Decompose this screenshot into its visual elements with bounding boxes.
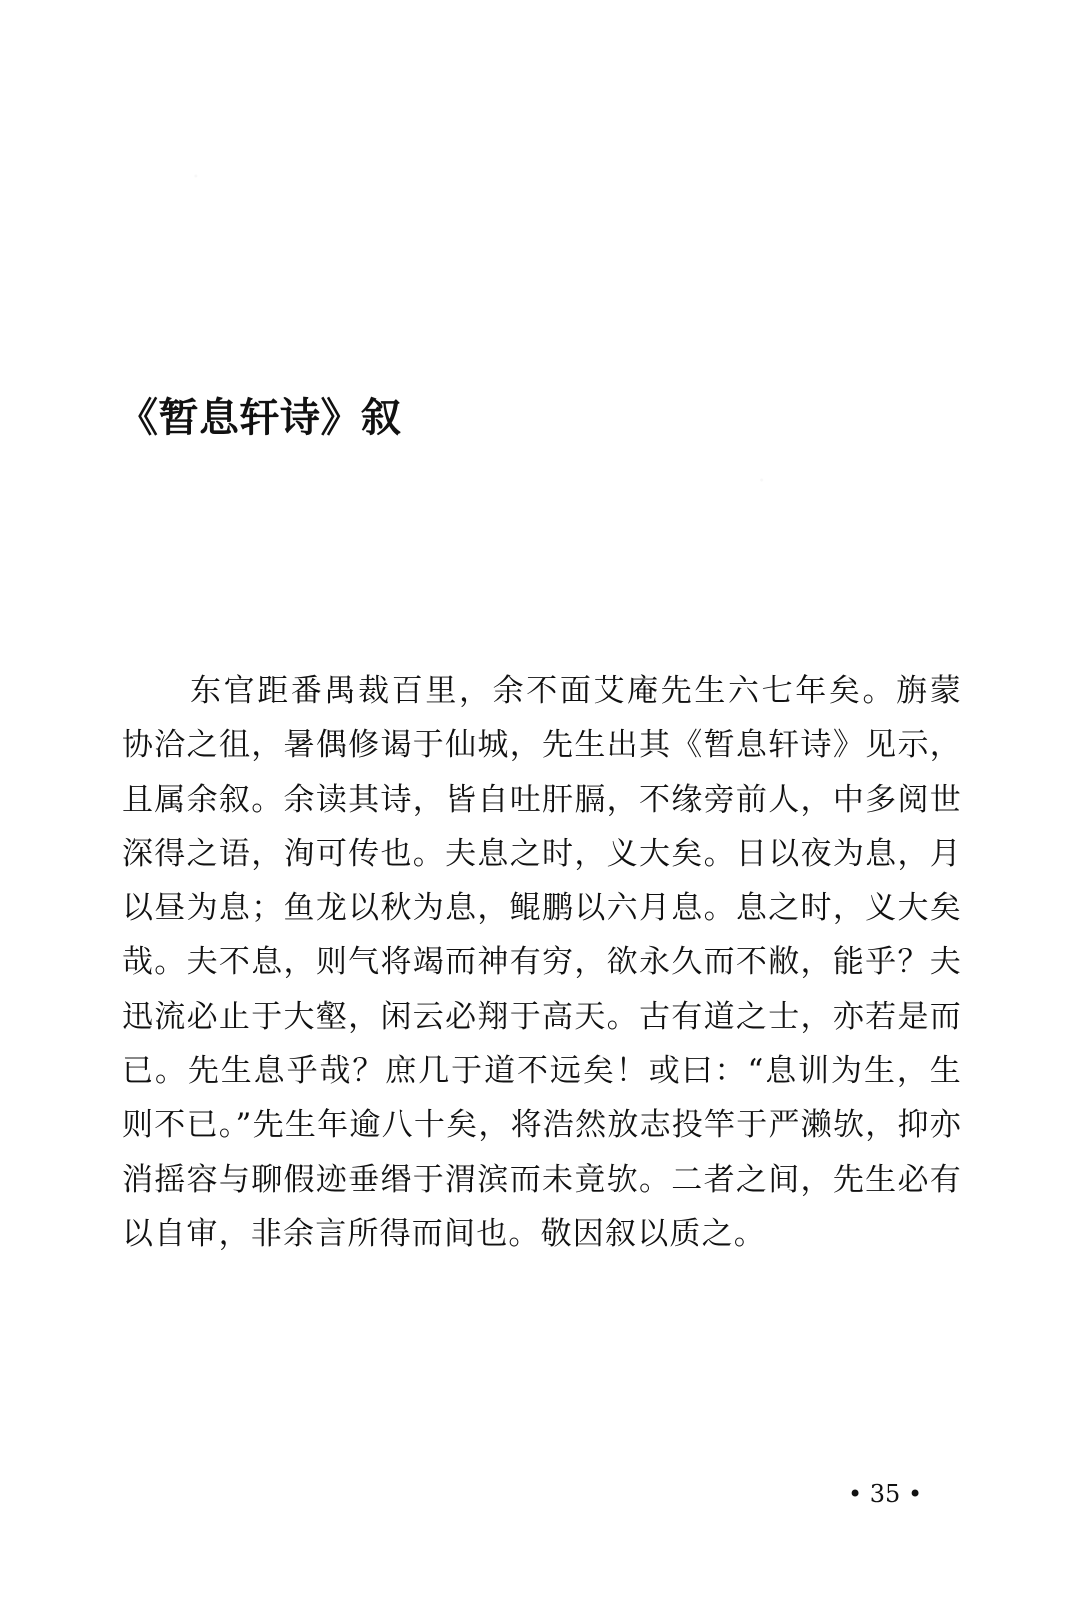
page-number: • 35 • [848, 1480, 923, 1508]
body-paragraph: 东官距番禺裁百里，余不面艾庵先生六七年矣。旃蒙协洽之徂，暑偶修谒于仙城，先生出其《暂息轩诗》见示，且属余叙。余读其诗，皆自吐肝膈，不缘旁前人，中多阅世深得之语，洵可传也。夫息之时，义大矣。日以夜为息，月以昼为息；鱼龙以秋为息，鲲鹏以六月息。息之时，义大矣哉。夫不息，则气将竭而神有穷，欲永久而不敝，能乎？夫迅流必止于大壑，闲云必翔于高天。古有道之士，亦若是而已。先生息乎哉？庶几于道不远矣！或曰：“息训为生，生则不已。”先生年逾八十矣，将浩然放志投竿于严濑欤，抑亦消摇容与聊假迹垂缗于渭滨而未竟欤。二者之间，先生必有以自审，非余言所得而间也。敬因叙以质之。 [122, 673, 962, 1252]
document-title: 《暂息轩诗》叙 [118, 394, 402, 441]
